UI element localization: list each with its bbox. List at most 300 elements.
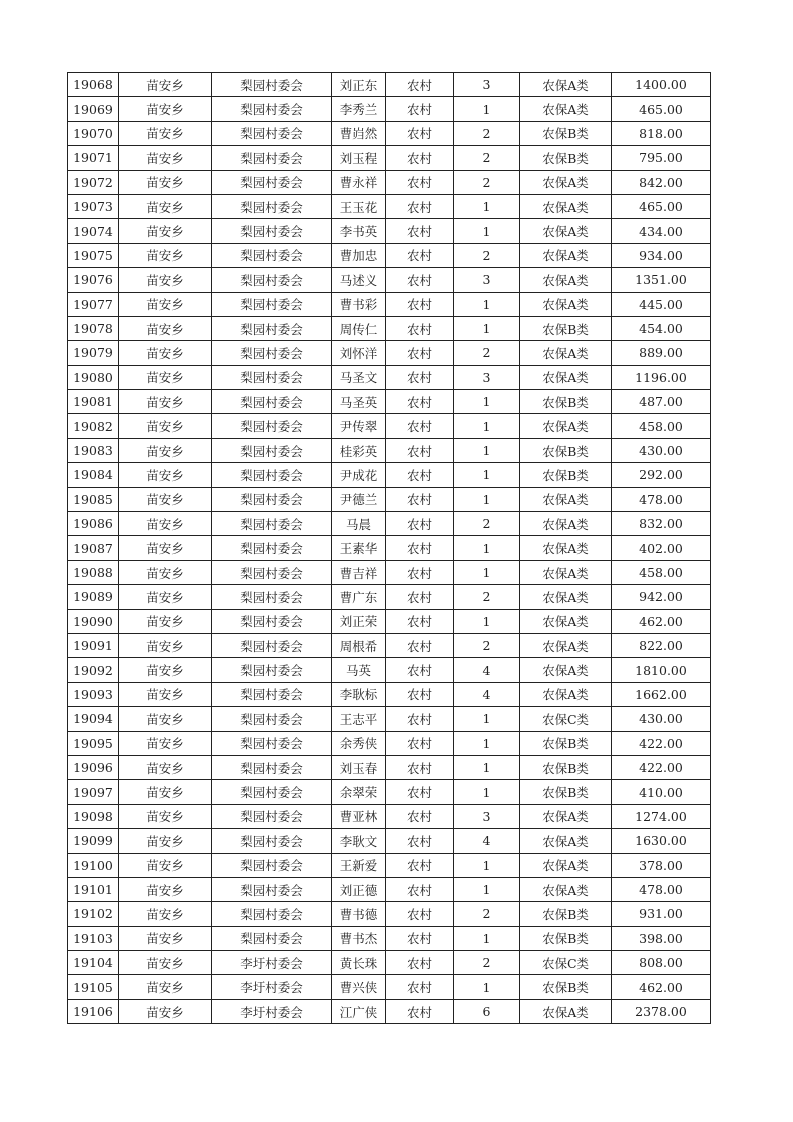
insurance-category-cell: 农保A类 — [520, 829, 612, 853]
amount-cell: 462.00 — [612, 975, 711, 999]
record-id-cell: 19086 — [68, 512, 119, 536]
name-cell: 曹书杰 — [332, 926, 386, 950]
table-row — [68, 97, 711, 121]
table-row — [68, 121, 711, 145]
record-id-cell: 19078 — [68, 316, 119, 340]
township-cell: 苗安乡 — [119, 853, 212, 877]
insurance-category-cell: 农保B类 — [520, 316, 612, 340]
household-size-cell: 2 — [454, 341, 520, 365]
insurance-category-cell: 农保B类 — [520, 975, 612, 999]
name-cell: 曹书彩 — [332, 292, 386, 316]
township-cell: 苗安乡 — [119, 268, 212, 292]
name-cell: 马圣英 — [332, 390, 386, 414]
name-cell: 曹书德 — [332, 902, 386, 926]
record-id-cell: 19084 — [68, 463, 119, 487]
village-committee-cell: 梨园村委会 — [212, 902, 332, 926]
household-size-cell: 3 — [454, 365, 520, 389]
amount-cell: 458.00 — [612, 560, 711, 584]
record-id-cell: 19091 — [68, 633, 119, 657]
village-committee-cell: 梨园村委会 — [212, 170, 332, 194]
household-type-cell: 农村 — [386, 121, 454, 145]
household-size-cell: 2 — [454, 633, 520, 657]
insurance-category-cell: 农保C类 — [520, 707, 612, 731]
township-cell: 苗安乡 — [119, 609, 212, 633]
table-row — [68, 999, 711, 1023]
household-size-cell: 1 — [454, 536, 520, 560]
household-type-cell: 农村 — [386, 73, 454, 97]
name-cell: 王志平 — [332, 707, 386, 731]
name-cell: 余翠荣 — [332, 780, 386, 804]
township-cell: 苗安乡 — [119, 999, 212, 1023]
household-type-cell: 农村 — [386, 633, 454, 657]
name-cell: 尹传翠 — [332, 414, 386, 438]
name-cell: 曹兴侠 — [332, 975, 386, 999]
township-cell: 苗安乡 — [119, 146, 212, 170]
village-committee-cell: 梨园村委会 — [212, 365, 332, 389]
record-id-cell: 19075 — [68, 243, 119, 267]
name-cell: 周根希 — [332, 633, 386, 657]
record-id-cell: 19087 — [68, 536, 119, 560]
household-type-cell: 农村 — [386, 780, 454, 804]
township-cell: 苗安乡 — [119, 341, 212, 365]
record-id-cell: 19098 — [68, 804, 119, 828]
amount-cell: 422.00 — [612, 755, 711, 779]
insurance-category-cell: 农保A类 — [520, 219, 612, 243]
household-type-cell: 农村 — [386, 951, 454, 975]
village-committee-cell: 梨园村委会 — [212, 268, 332, 292]
household-size-cell: 1 — [454, 414, 520, 438]
insurance-category-cell: 农保C类 — [520, 951, 612, 975]
name-cell: 周传仁 — [332, 316, 386, 340]
household-type-cell: 农村 — [386, 731, 454, 755]
insurance-category-cell: 农保B类 — [520, 463, 612, 487]
household-size-cell: 4 — [454, 658, 520, 682]
insurance-category-cell: 农保A类 — [520, 682, 612, 706]
amount-cell: 434.00 — [612, 219, 711, 243]
insurance-category-cell: 农保A类 — [520, 487, 612, 511]
insurance-category-cell: 农保A类 — [520, 341, 612, 365]
record-id-cell: 19070 — [68, 121, 119, 145]
household-type-cell: 农村 — [386, 999, 454, 1023]
table-row — [68, 682, 711, 706]
household-size-cell: 2 — [454, 243, 520, 267]
name-cell: 曹加忠 — [332, 243, 386, 267]
name-cell: 王玉花 — [332, 194, 386, 218]
village-committee-cell: 梨园村委会 — [212, 609, 332, 633]
record-id-cell: 19073 — [68, 194, 119, 218]
record-id-cell: 19081 — [68, 390, 119, 414]
name-cell: 刘正德 — [332, 877, 386, 901]
village-committee-cell: 梨园村委会 — [212, 390, 332, 414]
name-cell: 桂彩英 — [332, 438, 386, 462]
amount-cell: 410.00 — [612, 780, 711, 804]
record-id-cell: 19093 — [68, 682, 119, 706]
name-cell: 马英 — [332, 658, 386, 682]
amount-cell: 445.00 — [612, 292, 711, 316]
record-id-cell: 19083 — [68, 438, 119, 462]
township-cell: 苗安乡 — [119, 829, 212, 853]
household-size-cell: 4 — [454, 829, 520, 853]
table-row — [68, 243, 711, 267]
village-committee-cell: 梨园村委会 — [212, 853, 332, 877]
village-committee-cell: 梨园村委会 — [212, 219, 332, 243]
household-size-cell: 2 — [454, 585, 520, 609]
table-row — [68, 853, 711, 877]
record-id-cell: 19099 — [68, 829, 119, 853]
village-committee-cell: 梨园村委会 — [212, 97, 332, 121]
amount-cell: 454.00 — [612, 316, 711, 340]
table-row — [68, 390, 711, 414]
name-cell: 曹永祥 — [332, 170, 386, 194]
household-size-cell: 1 — [454, 97, 520, 121]
household-size-cell: 2 — [454, 121, 520, 145]
amount-cell: 942.00 — [612, 585, 711, 609]
table-row — [68, 341, 711, 365]
table-row — [68, 560, 711, 584]
insurance-category-cell: 农保A类 — [520, 536, 612, 560]
record-id-cell: 19097 — [68, 780, 119, 804]
township-cell: 苗安乡 — [119, 316, 212, 340]
record-id-cell: 19085 — [68, 487, 119, 511]
table-row — [68, 512, 711, 536]
table-row — [68, 877, 711, 901]
record-id-cell: 19077 — [68, 292, 119, 316]
household-type-cell: 农村 — [386, 316, 454, 340]
insurance-category-cell: 农保A类 — [520, 853, 612, 877]
table-row — [68, 536, 711, 560]
household-size-cell: 3 — [454, 268, 520, 292]
record-id-cell: 19079 — [68, 341, 119, 365]
household-type-cell: 农村 — [386, 243, 454, 267]
name-cell: 李秀兰 — [332, 97, 386, 121]
name-cell: 王新爱 — [332, 853, 386, 877]
record-id-cell: 19069 — [68, 97, 119, 121]
amount-cell: 292.00 — [612, 463, 711, 487]
amount-cell: 1274.00 — [612, 804, 711, 828]
amount-cell: 465.00 — [612, 97, 711, 121]
insurance-category-cell: 农保A类 — [520, 512, 612, 536]
household-type-cell: 农村 — [386, 438, 454, 462]
beneficiary-table — [67, 72, 711, 1024]
name-cell: 李书英 — [332, 219, 386, 243]
table-row — [68, 975, 711, 999]
township-cell: 苗安乡 — [119, 121, 212, 145]
insurance-category-cell: 农保B类 — [520, 438, 612, 462]
name-cell: 刘正荣 — [332, 609, 386, 633]
amount-cell: 1196.00 — [612, 365, 711, 389]
name-cell: 曹亚林 — [332, 804, 386, 828]
household-type-cell: 农村 — [386, 219, 454, 243]
insurance-category-cell: 农保B类 — [520, 731, 612, 755]
amount-cell: 430.00 — [612, 707, 711, 731]
table-row — [68, 902, 711, 926]
household-size-cell: 1 — [454, 707, 520, 731]
record-id-cell: 19071 — [68, 146, 119, 170]
township-cell: 苗安乡 — [119, 877, 212, 901]
household-size-cell: 1 — [454, 292, 520, 316]
name-cell: 黄长珠 — [332, 951, 386, 975]
insurance-category-cell: 农保A类 — [520, 585, 612, 609]
record-id-cell: 19088 — [68, 560, 119, 584]
insurance-category-cell: 农保A类 — [520, 804, 612, 828]
table-row — [68, 463, 711, 487]
table-row — [68, 731, 711, 755]
record-id-cell: 19094 — [68, 707, 119, 731]
household-type-cell: 农村 — [386, 755, 454, 779]
record-id-cell: 19103 — [68, 926, 119, 950]
table-row — [68, 414, 711, 438]
table-body — [68, 73, 711, 1024]
village-committee-cell: 梨园村委会 — [212, 731, 332, 755]
household-type-cell: 农村 — [386, 560, 454, 584]
record-id-cell: 19082 — [68, 414, 119, 438]
insurance-category-cell: 农保A类 — [520, 292, 612, 316]
table-row — [68, 926, 711, 950]
table-row — [68, 755, 711, 779]
township-cell: 苗安乡 — [119, 560, 212, 584]
household-size-cell: 1 — [454, 463, 520, 487]
table-row — [68, 146, 711, 170]
household-type-cell: 农村 — [386, 585, 454, 609]
record-id-cell: 19074 — [68, 219, 119, 243]
household-size-cell: 1 — [454, 853, 520, 877]
household-type-cell: 农村 — [386, 146, 454, 170]
record-id-cell: 19090 — [68, 609, 119, 633]
insurance-category-cell: 农保A类 — [520, 243, 612, 267]
name-cell: 马晨 — [332, 512, 386, 536]
record-id-cell: 19089 — [68, 585, 119, 609]
name-cell: 刘玉春 — [332, 755, 386, 779]
village-committee-cell: 梨园村委会 — [212, 804, 332, 828]
insurance-category-cell: 农保B类 — [520, 390, 612, 414]
township-cell: 苗安乡 — [119, 414, 212, 438]
name-cell: 尹德兰 — [332, 487, 386, 511]
household-size-cell: 1 — [454, 194, 520, 218]
household-type-cell: 农村 — [386, 902, 454, 926]
household-type-cell: 农村 — [386, 292, 454, 316]
amount-cell: 818.00 — [612, 121, 711, 145]
township-cell: 苗安乡 — [119, 731, 212, 755]
township-cell: 苗安乡 — [119, 487, 212, 511]
insurance-category-cell: 农保A类 — [520, 658, 612, 682]
table-row — [68, 658, 711, 682]
table-row — [68, 829, 711, 853]
township-cell: 苗安乡 — [119, 97, 212, 121]
township-cell: 苗安乡 — [119, 463, 212, 487]
village-committee-cell: 梨园村委会 — [212, 536, 332, 560]
village-committee-cell: 梨园村委会 — [212, 512, 332, 536]
household-size-cell: 1 — [454, 731, 520, 755]
amount-cell: 2378.00 — [612, 999, 711, 1023]
amount-cell: 832.00 — [612, 512, 711, 536]
table-row — [68, 194, 711, 218]
household-size-cell: 6 — [454, 999, 520, 1023]
name-cell: 刘玉程 — [332, 146, 386, 170]
household-size-cell: 2 — [454, 951, 520, 975]
table-row — [68, 316, 711, 340]
township-cell: 苗安乡 — [119, 194, 212, 218]
household-type-cell: 农村 — [386, 926, 454, 950]
table-row — [68, 585, 711, 609]
record-id-cell: 19104 — [68, 951, 119, 975]
record-id-cell: 19080 — [68, 365, 119, 389]
village-committee-cell: 梨园村委会 — [212, 755, 332, 779]
village-committee-cell: 梨园村委会 — [212, 121, 332, 145]
insurance-category-cell: 农保A类 — [520, 414, 612, 438]
household-type-cell: 农村 — [386, 975, 454, 999]
township-cell: 苗安乡 — [119, 585, 212, 609]
township-cell: 苗安乡 — [119, 902, 212, 926]
name-cell: 江广侠 — [332, 999, 386, 1023]
village-committee-cell: 梨园村委会 — [212, 73, 332, 97]
household-type-cell: 农村 — [386, 707, 454, 731]
township-cell: 苗安乡 — [119, 536, 212, 560]
table-row — [68, 170, 711, 194]
name-cell: 王素华 — [332, 536, 386, 560]
household-size-cell: 4 — [454, 682, 520, 706]
household-type-cell: 农村 — [386, 682, 454, 706]
amount-cell: 1630.00 — [612, 829, 711, 853]
township-cell: 苗安乡 — [119, 804, 212, 828]
village-committee-cell: 李圩村委会 — [212, 999, 332, 1023]
amount-cell: 458.00 — [612, 414, 711, 438]
township-cell: 苗安乡 — [119, 292, 212, 316]
village-committee-cell: 梨园村委会 — [212, 487, 332, 511]
record-id-cell: 19072 — [68, 170, 119, 194]
village-committee-cell: 梨园村委会 — [212, 438, 332, 462]
amount-cell: 842.00 — [612, 170, 711, 194]
village-committee-cell: 梨园村委会 — [212, 292, 332, 316]
household-type-cell: 农村 — [386, 365, 454, 389]
record-id-cell: 19095 — [68, 731, 119, 755]
township-cell: 苗安乡 — [119, 438, 212, 462]
table-row — [68, 365, 711, 389]
name-cell: 马述义 — [332, 268, 386, 292]
amount-cell: 1662.00 — [612, 682, 711, 706]
insurance-category-cell: 农保A类 — [520, 73, 612, 97]
record-id-cell: 19092 — [68, 658, 119, 682]
village-committee-cell: 梨园村委会 — [212, 926, 332, 950]
insurance-category-cell: 农保A类 — [520, 877, 612, 901]
table-row — [68, 73, 711, 97]
household-type-cell: 农村 — [386, 268, 454, 292]
township-cell: 苗安乡 — [119, 219, 212, 243]
household-type-cell: 农村 — [386, 829, 454, 853]
name-cell: 刘怀洋 — [332, 341, 386, 365]
household-size-cell: 1 — [454, 487, 520, 511]
amount-cell: 422.00 — [612, 731, 711, 755]
household-size-cell: 2 — [454, 146, 520, 170]
record-id-cell: 19102 — [68, 902, 119, 926]
household-type-cell: 农村 — [386, 341, 454, 365]
village-committee-cell: 梨园村委会 — [212, 780, 332, 804]
township-cell: 苗安乡 — [119, 390, 212, 414]
village-committee-cell: 梨园村委会 — [212, 877, 332, 901]
household-type-cell: 农村 — [386, 536, 454, 560]
table-row — [68, 633, 711, 657]
amount-cell: 889.00 — [612, 341, 711, 365]
household-size-cell: 1 — [454, 780, 520, 804]
township-cell: 苗安乡 — [119, 975, 212, 999]
village-committee-cell: 梨园村委会 — [212, 682, 332, 706]
village-committee-cell: 李圩村委会 — [212, 975, 332, 999]
insurance-category-cell: 农保A类 — [520, 633, 612, 657]
insurance-category-cell: 农保B类 — [520, 755, 612, 779]
household-type-cell: 农村 — [386, 390, 454, 414]
village-committee-cell: 梨园村委会 — [212, 585, 332, 609]
table-row — [68, 292, 711, 316]
record-id-cell: 19068 — [68, 73, 119, 97]
amount-cell: 934.00 — [612, 243, 711, 267]
township-cell: 苗安乡 — [119, 512, 212, 536]
amount-cell: 398.00 — [612, 926, 711, 950]
record-id-cell: 19101 — [68, 877, 119, 901]
table-row — [68, 780, 711, 804]
insurance-category-cell: 农保A类 — [520, 999, 612, 1023]
amount-cell: 822.00 — [612, 633, 711, 657]
household-type-cell: 农村 — [386, 97, 454, 121]
household-type-cell: 农村 — [386, 609, 454, 633]
village-committee-cell: 梨园村委会 — [212, 146, 332, 170]
amount-cell: 808.00 — [612, 951, 711, 975]
table-row — [68, 804, 711, 828]
household-size-cell: 1 — [454, 390, 520, 414]
township-cell: 苗安乡 — [119, 780, 212, 804]
record-id-cell: 19100 — [68, 853, 119, 877]
table-row — [68, 487, 711, 511]
village-committee-cell: 李圩村委会 — [212, 951, 332, 975]
amount-cell: 931.00 — [612, 902, 711, 926]
name-cell: 刘正东 — [332, 73, 386, 97]
household-size-cell: 1 — [454, 755, 520, 779]
township-cell: 苗安乡 — [119, 755, 212, 779]
village-committee-cell: 梨园村委会 — [212, 316, 332, 340]
household-size-cell: 2 — [454, 512, 520, 536]
insurance-category-cell: 农保A类 — [520, 97, 612, 121]
insurance-category-cell: 农保A类 — [520, 365, 612, 389]
table-row — [68, 951, 711, 975]
name-cell: 马圣文 — [332, 365, 386, 389]
household-size-cell: 2 — [454, 902, 520, 926]
village-committee-cell: 梨园村委会 — [212, 341, 332, 365]
table-row — [68, 268, 711, 292]
township-cell: 苗安乡 — [119, 682, 212, 706]
household-type-cell: 农村 — [386, 804, 454, 828]
amount-cell: 487.00 — [612, 390, 711, 414]
household-type-cell: 农村 — [386, 414, 454, 438]
name-cell: 李耿文 — [332, 829, 386, 853]
household-type-cell: 农村 — [386, 170, 454, 194]
household-size-cell: 1 — [454, 316, 520, 340]
amount-cell: 1400.00 — [612, 73, 711, 97]
amount-cell: 478.00 — [612, 487, 711, 511]
household-type-cell: 农村 — [386, 658, 454, 682]
village-committee-cell: 梨园村委会 — [212, 463, 332, 487]
record-id-cell: 19076 — [68, 268, 119, 292]
insurance-category-cell: 农保A类 — [520, 170, 612, 194]
township-cell: 苗安乡 — [119, 633, 212, 657]
village-committee-cell: 梨园村委会 — [212, 194, 332, 218]
amount-cell: 465.00 — [612, 194, 711, 218]
amount-cell: 402.00 — [612, 536, 711, 560]
insurance-category-cell: 农保B类 — [520, 780, 612, 804]
household-size-cell: 1 — [454, 926, 520, 950]
insurance-category-cell: 农保A类 — [520, 194, 612, 218]
household-size-cell: 1 — [454, 560, 520, 584]
township-cell: 苗安乡 — [119, 365, 212, 389]
village-committee-cell: 梨园村委会 — [212, 243, 332, 267]
insurance-category-cell: 农保B类 — [520, 926, 612, 950]
